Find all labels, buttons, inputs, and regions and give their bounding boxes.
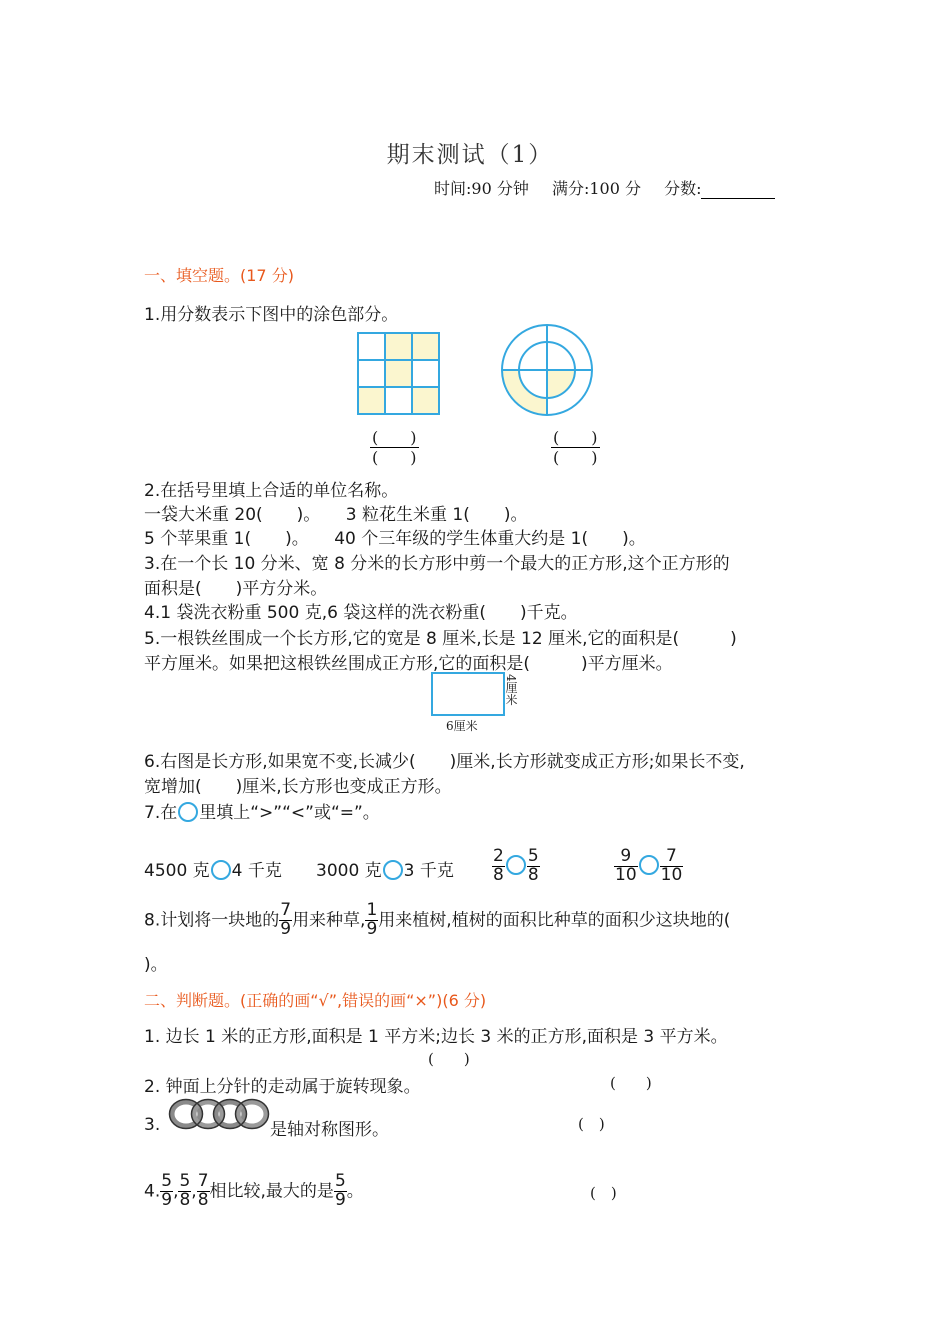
fraction: $\frac{5}{8}$: [179, 1171, 191, 1210]
question-3-line-1: 3.在一个长 10 分米、宽 8 分米的长方形中剪一个最大的正方形,这个正方形的: [144, 554, 730, 574]
compare-circle-input[interactable]: [211, 860, 231, 880]
four-rings-icon: [168, 1097, 270, 1131]
rectangle-width-label: 4厘米: [504, 674, 518, 706]
shaded-ring-figure: [500, 323, 594, 417]
compare-item-c: [492, 848, 540, 885]
question-2a: 一袋大米重 20( )。 3 粒花生米重 1( )。: [144, 505, 528, 525]
judge-2-answer[interactable]: ( ): [610, 1074, 652, 1092]
answer-fraction-1[interactable]: ( ) ( ): [372, 428, 417, 468]
question-2: 2.在括号里填上合适的单位名称。: [144, 481, 399, 501]
judge-4: 4. $\frac{5}{9}$ , $\frac{5}{8}$ , $\frac{7}{8}$ 相比较,最大的是 $\frac{5}{9}$ 。: [144, 1171, 364, 1210]
grid-cell-shaded: [385, 360, 412, 387]
question-7: 7.在 里填上“>”“<”或“=”。: [144, 803, 380, 823]
score-label: 分数:: [664, 179, 702, 198]
fraction: $\frac{7}{9}$: [280, 900, 292, 939]
question-5-line-2: 平方厘米。如果把这根铁丝围成正方形,它的面积是( )平方厘米。: [144, 654, 673, 674]
compare-item-d: [614, 848, 683, 885]
fraction: $\frac{5}{8}$: [527, 846, 539, 885]
exam-meta: [434, 176, 793, 199]
grid-cell-shaded: [358, 387, 385, 414]
judge-3-answer[interactable]: ( ): [578, 1115, 605, 1133]
judge-2: 2. 钟面上分针的走动属于旋转现象。: [144, 1077, 421, 1097]
grid-cell-shaded: [412, 333, 439, 360]
judge-1-answer[interactable]: ( ): [428, 1050, 470, 1068]
section-1-heading: 一、填空题。(17 分): [144, 266, 294, 285]
shaded-grid-figure: [357, 332, 441, 416]
compare-circle-input[interactable]: [506, 855, 526, 875]
question-8-end: )。: [144, 955, 168, 975]
question-4: 4.1 袋洗衣粉重 500 克,6 袋这样的洗衣粉重( )千克。: [144, 603, 578, 623]
compare-item-b: 3000 克 3 千克: [316, 861, 454, 881]
question-5-line-1: 5.一根铁丝围成一个长方形,它的宽是 8 厘米,长是 12 厘米,它的面积是( ): [144, 629, 737, 649]
judge-4-answer[interactable]: ( ): [590, 1184, 617, 1202]
fraction: $\frac{9}{10}$: [615, 846, 637, 885]
question-6-line-2: 宽增加( )厘米,长方形也变成正方形。: [144, 777, 452, 797]
question-2b: 5 个苹果重 1( )。 40 个三年级的学生体重大约是 1( )。: [144, 529, 646, 549]
fraction: $\frac{1}{9}$: [366, 900, 378, 939]
score-blank[interactable]: [701, 184, 775, 199]
fraction: $\frac{7}{10}$: [660, 846, 683, 885]
fraction: $\frac{2}{8}$: [493, 846, 504, 885]
judge-3-number: 3.: [144, 1115, 161, 1135]
time-limit: 时间:90 分钟: [434, 179, 529, 198]
compare-item-a: 4500 克 4 千克: [144, 861, 282, 881]
question-1: 1.用分数表示下图中的涂色部分。: [144, 305, 399, 325]
compare-circle-icon: [178, 802, 198, 822]
judge-1: 1. 边长 1 米的正方形,面积是 1 平方米;边长 3 米的正方形,面积是 3 平方米。: [144, 1027, 728, 1047]
compare-circle-input[interactable]: [639, 855, 659, 875]
rectangle-length-label: 6厘米: [446, 719, 478, 733]
question-6-line-1: 6.右图是长方形,如果宽不变,长减少( )厘米,长方形就变成正方形;如果长不变,: [144, 752, 745, 772]
fraction: $\frac{7}{8}$: [197, 1171, 209, 1210]
page-title: 期末测试（1）: [386, 142, 554, 168]
judge-3: 是轴对称图形。: [270, 1120, 389, 1140]
fraction: $\frac{5}{9}$: [161, 1171, 173, 1210]
answer-fraction-2[interactable]: ( ) ( ): [553, 428, 598, 468]
question-8: 8.计划将一块地的 $\frac{7}{9}$ 用来种草, $\frac{1}{9}$ 用来植树,植树的面积比种草的面积少这块地的(: [144, 900, 731, 939]
grid-cell-shaded: [385, 333, 412, 360]
compare-circle-input[interactable]: [383, 860, 403, 880]
fraction: $\frac{5}{9}$: [334, 1171, 346, 1210]
section-2-heading: 二、判断题。(正确的画“√”,错误的画“×”)(6 分): [144, 991, 487, 1010]
grid-cell-shaded: [412, 387, 439, 414]
rectangle-figure: [431, 672, 505, 716]
full-score: 满分:100 分: [551, 179, 641, 198]
question-3-line-2: 面积是( )平方分米。: [144, 579, 328, 599]
